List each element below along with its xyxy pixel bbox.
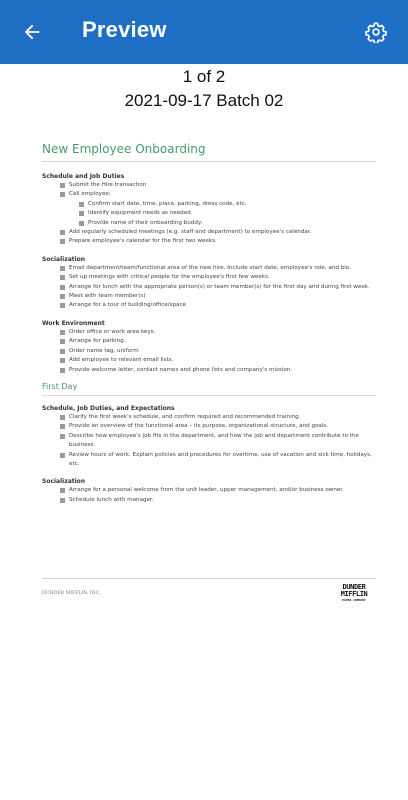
page-counter: 1 of 2 [182, 67, 226, 86]
checklist-item [42, 264, 376, 273]
checklist-item [42, 496, 376, 505]
checklist-item-text: Submit the Hire transaction [69, 182, 147, 188]
logo-line-1: DUNDER [342, 583, 366, 591]
checkbox-icon [60, 453, 65, 458]
checklist-item-text: Meet with team member(s) [69, 293, 146, 300]
checkbox-icon [79, 211, 84, 216]
checkbox-icon [60, 349, 65, 354]
checkbox-icon [60, 434, 65, 439]
section-title: First Day [42, 381, 376, 396]
checklist-item [42, 347, 376, 356]
checklist-item [42, 451, 376, 470]
company-logo [334, 584, 374, 602]
checkbox-icon [60, 239, 65, 244]
checklist-item [42, 181, 376, 190]
checkbox-icon [60, 368, 65, 373]
checkbox-icon [60, 192, 65, 197]
checklist-item [42, 356, 376, 365]
section-heading: Schedule and Job Duties [42, 173, 125, 180]
checklist-item [42, 422, 376, 431]
checkbox-icon [60, 424, 65, 429]
checklist-item [42, 413, 376, 422]
document-preview [42, 140, 376, 505]
checklist-item-text: Arrange for a personal welcome from the unit leader, upper management, and/or business owner. [69, 487, 344, 494]
footer-company: DUNDER MIFFLIN, INC. [42, 591, 101, 596]
checkbox-icon [79, 221, 84, 226]
checklist-item-text: Call employee: [69, 191, 111, 198]
checklist-item-text: Provide name of their onboarding buddy. [88, 219, 203, 226]
checkbox-icon [60, 275, 65, 280]
checklist-item [42, 486, 376, 495]
section-heading: Socialization [42, 255, 86, 263]
checklist-item-text: Confirm start date, time, place, parking, dress code, etc. [88, 200, 247, 207]
checkbox-icon [60, 488, 65, 493]
checkbox-icon [79, 202, 84, 207]
checklist-item [42, 200, 376, 209]
page-info [0, 66, 408, 112]
arrow-left-icon [21, 21, 43, 43]
app-bar [0, 0, 408, 64]
checklist-item-text: Arrange for parking. [69, 338, 126, 345]
section-heading: Socialization [42, 478, 86, 486]
checklist-item-text: Describe how employee's job fits in the department, and how the job and department contribute to the business. [69, 432, 359, 449]
logo-tagline: PAPER COMPANY [342, 598, 366, 602]
checklist-item-text: Arrange for a tour of building/office/space [69, 302, 187, 309]
checkbox-icon [60, 294, 65, 299]
section-heading: Work Environment [42, 319, 105, 327]
checklist-item [42, 432, 376, 451]
section-heading: Schedule, Job Duties, and Expectations [42, 404, 175, 412]
gear-icon [365, 21, 387, 43]
checklist-item [42, 301, 376, 310]
checkbox-icon [60, 415, 65, 420]
checklist-item-text: Add employee to relevant email lists. [69, 357, 174, 364]
checklist-item [42, 209, 376, 218]
checklist-item-text: Set up meetings with critical people for the employee's first few weeks. [69, 274, 270, 281]
page-title: Preview [82, 17, 167, 42]
checklist-item [42, 273, 376, 282]
checklist-item-text: Order office or work area keys. [69, 328, 156, 335]
checkbox-icon [60, 303, 65, 308]
checklist-item-text: Email department/team/functional area of the new hire. Include start date, employee's role, and bio. [69, 264, 351, 271]
checklist-item [42, 219, 376, 228]
checkbox-icon [60, 330, 65, 335]
checkbox-icon [60, 358, 65, 363]
checklist-item-text: Identify equipment needs as needed. [88, 210, 193, 217]
back-button[interactable] [14, 14, 50, 50]
checklist-item-text: Add regularly scheduled meetings (e.g. staff and department) to employee's calendar. [69, 229, 312, 236]
checkbox-icon [60, 285, 65, 290]
checkbox-icon [60, 498, 65, 503]
document-body [42, 172, 376, 505]
settings-button[interactable] [358, 14, 394, 50]
checklist-item [42, 237, 376, 246]
checkbox-icon [60, 266, 65, 271]
checklist-item-text: Review hours of work. Explain policies and procedures for overtime, use of vacation and sick time, holidays, etc. [69, 451, 372, 467]
checklist-item-text: Prepare employee's calendar for the first two weeks. [69, 238, 217, 245]
checkbox-icon [60, 183, 65, 188]
checklist-item-text: Clarify the first week's schedule, and confirm required and recommended training. [69, 413, 301, 420]
checklist-item-text: Order name tag, uniform [69, 347, 139, 354]
checklist-item [42, 228, 376, 237]
checklist-item-text: Arrange for lunch with the appropriate person(s) or team member(s) for the first day and during first week. [69, 283, 370, 290]
checklist-item-text: Provide welcome letter, contact names and phone lists and company's mission. [69, 366, 293, 373]
logo-line-2: MIFFLIN [340, 590, 368, 598]
document-title: New Employee Onboarding [42, 140, 376, 162]
checklist-item [42, 292, 376, 301]
document-footer [42, 578, 376, 608]
checklist-item-text: Schedule lunch with manager. [69, 496, 154, 503]
checklist-item [42, 283, 376, 292]
batch-label: 2021-09-17 Batch 02 [124, 91, 284, 110]
checklist-item [42, 328, 376, 337]
checkbox-icon [60, 230, 65, 235]
checklist-item [42, 366, 376, 375]
checkbox-icon [60, 339, 65, 344]
checklist-item [42, 190, 376, 199]
checklist-item [42, 337, 376, 346]
checklist-item-text: Provide an overview of the functional area – its purpose, organizational structure, and goals. [69, 423, 329, 430]
